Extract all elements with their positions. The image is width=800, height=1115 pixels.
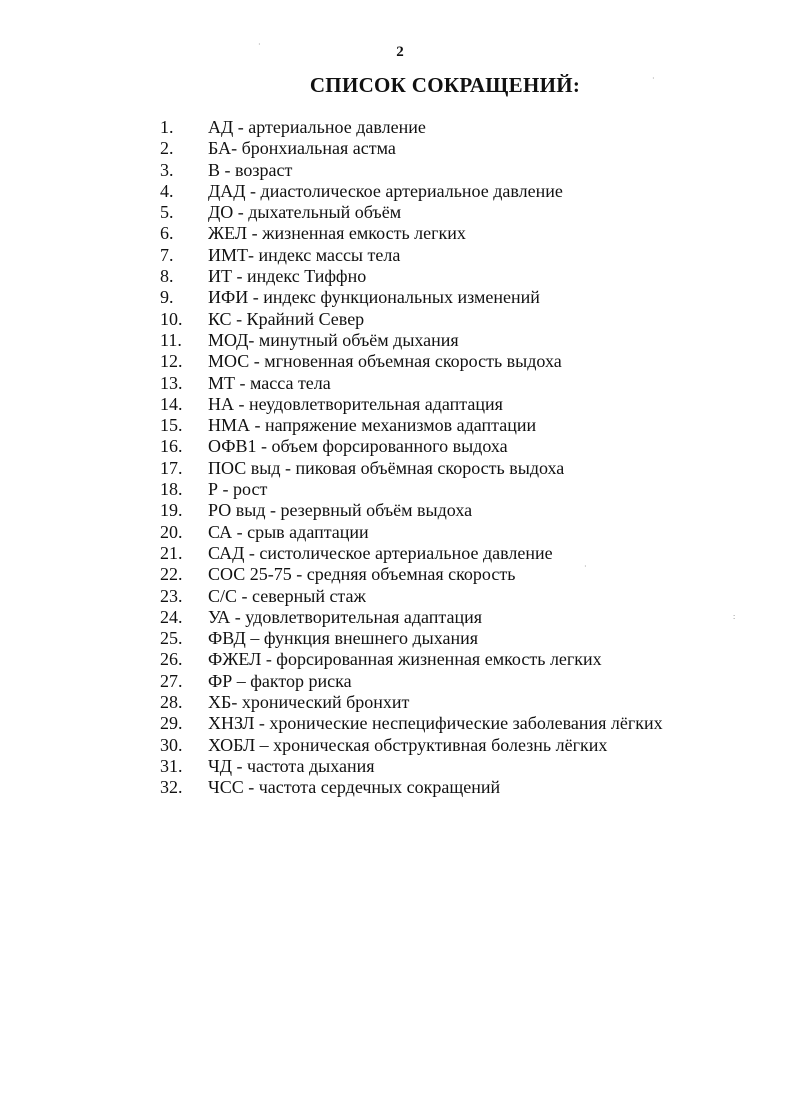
list-item xyxy=(0,117,800,138)
item-text: АД - артериальное давление xyxy=(208,117,426,137)
item-number: 3. xyxy=(160,159,174,180)
list-item xyxy=(0,394,800,415)
item-text: ФЖЕЛ - форсированная жизненная емкость легких xyxy=(208,649,602,670)
scan-speck: · xyxy=(652,74,655,83)
item-number: 15. xyxy=(160,415,183,436)
list-item xyxy=(0,586,800,607)
item-number: 11. xyxy=(160,329,182,350)
item-text: ДО - дыхательный объём xyxy=(208,202,402,223)
item-number: 30. xyxy=(160,734,183,755)
item-text: МОС - мгновенная объемная скорость выдоха xyxy=(208,351,562,372)
list-item xyxy=(0,223,800,244)
item-number: 16. xyxy=(160,436,183,457)
item-text: ЧД - частота дыхания xyxy=(208,755,375,776)
item-text: ФВД – функция внешнего дыхания xyxy=(208,628,479,649)
list-item xyxy=(0,266,800,287)
list-item xyxy=(0,138,800,159)
scan-speck: · xyxy=(258,40,261,49)
item-text: ХОБЛ – хроническая обструктивная болезнь лёгких xyxy=(208,734,608,755)
item-number: 17. xyxy=(160,457,183,478)
item-number: 24. xyxy=(160,606,183,627)
item-text: ОФВ1 - объем форсированного выдоха xyxy=(208,436,508,457)
list-item xyxy=(0,692,800,713)
item-text: РО выд - резервный объём выдоха xyxy=(208,500,473,521)
item-number: 9. xyxy=(160,287,174,308)
item-text: ДАД - диастолическое артериальное давление xyxy=(208,180,563,201)
item-number: 18. xyxy=(160,479,183,500)
list-item xyxy=(0,713,800,734)
item-number: 31. xyxy=(160,755,183,776)
item-text: МОД- минутный объём дыхания xyxy=(208,329,459,350)
item-number: 21. xyxy=(160,542,183,563)
list-item xyxy=(0,628,800,649)
list-item xyxy=(0,245,800,266)
list-item xyxy=(0,309,800,330)
list-item xyxy=(0,351,800,372)
list-item xyxy=(0,607,800,628)
item-number: 20. xyxy=(160,521,183,542)
item-number: 6. xyxy=(160,223,174,244)
list-item xyxy=(0,373,800,394)
item-number: 28. xyxy=(160,692,183,713)
item-number: 25. xyxy=(160,628,183,649)
item-number: 1. xyxy=(160,117,174,137)
list-item xyxy=(0,479,800,500)
list-item xyxy=(0,756,800,777)
item-number: 27. xyxy=(160,670,183,691)
list-item xyxy=(0,671,800,692)
list-item xyxy=(0,543,800,564)
item-number: 26. xyxy=(160,649,183,670)
item-text: ЧСС - частота сердечных сокращений xyxy=(208,777,501,798)
list-item xyxy=(0,181,800,202)
list-item xyxy=(0,777,800,798)
abbreviation-list xyxy=(0,117,800,799)
item-text: НА - неудовлетворительная адаптация xyxy=(208,393,503,414)
item-number: 10. xyxy=(160,308,183,329)
item-number: 8. xyxy=(160,266,174,287)
item-text: Р - рост xyxy=(208,479,268,500)
list-item xyxy=(0,522,800,543)
item-text: ПОС выд - пиковая объёмная скорость выдоха xyxy=(208,457,565,478)
item-text: В - возраст xyxy=(208,159,293,180)
item-number: 2. xyxy=(160,138,174,159)
item-number: 12. xyxy=(160,351,183,372)
list-item xyxy=(0,436,800,457)
item-number: 22. xyxy=(160,564,183,585)
list-item xyxy=(0,564,800,585)
page-number: 2 xyxy=(396,44,404,60)
item-number: 7. xyxy=(160,244,174,265)
item-number: 23. xyxy=(160,585,183,606)
item-text: МТ - масса тела xyxy=(208,372,331,393)
item-text: ИФИ - индекс функциональных изменений xyxy=(208,287,540,308)
list-item xyxy=(0,202,800,223)
list-item xyxy=(0,287,800,308)
item-text: ХНЗЛ - хронические неспецифические заболевания лёгких xyxy=(208,713,663,734)
item-number: 13. xyxy=(160,372,183,393)
item-text: САД - систолическое артериальное давление xyxy=(208,542,553,563)
item-text: УА - удовлетворительная адаптация xyxy=(208,606,483,627)
item-text: НМА - напряжение механизмов адаптации xyxy=(208,415,537,436)
list-item xyxy=(0,458,800,479)
item-text: ЖЕЛ - жизненная емкость легких xyxy=(208,223,466,244)
scan-speck: : xyxy=(733,612,736,621)
list-item xyxy=(0,330,800,351)
list-item xyxy=(0,415,800,436)
page-title: СПИСОК СОКРАЩЕНИЙ: xyxy=(309,73,581,97)
item-number: 32. xyxy=(160,777,183,798)
list-item xyxy=(0,500,800,521)
item-text: ИМТ- индекс массы тела xyxy=(208,244,401,265)
item-text: БА- бронхиальная астма xyxy=(208,138,396,159)
item-text: ИТ - индекс Тиффно xyxy=(208,266,367,287)
item-number: 5. xyxy=(160,202,174,223)
item-number: 29. xyxy=(160,713,183,734)
item-text: СА - срыв адаптации xyxy=(208,521,369,542)
item-text: ХБ- хронический бронхит xyxy=(208,692,410,713)
item-text: ФР – фактор риска xyxy=(208,670,352,691)
scan-speck: · xyxy=(584,562,587,571)
list-item xyxy=(0,160,800,181)
item-number: 19. xyxy=(160,500,183,521)
list-item xyxy=(0,649,800,670)
item-text: КС - Крайний Север xyxy=(208,308,365,329)
item-text: СОС 25-75 - средняя объемная скорость xyxy=(208,564,516,585)
item-number: 14. xyxy=(160,393,183,414)
item-number: 4. xyxy=(160,180,174,201)
list-item xyxy=(0,735,800,756)
item-text: С/С - северный стаж xyxy=(208,585,366,606)
